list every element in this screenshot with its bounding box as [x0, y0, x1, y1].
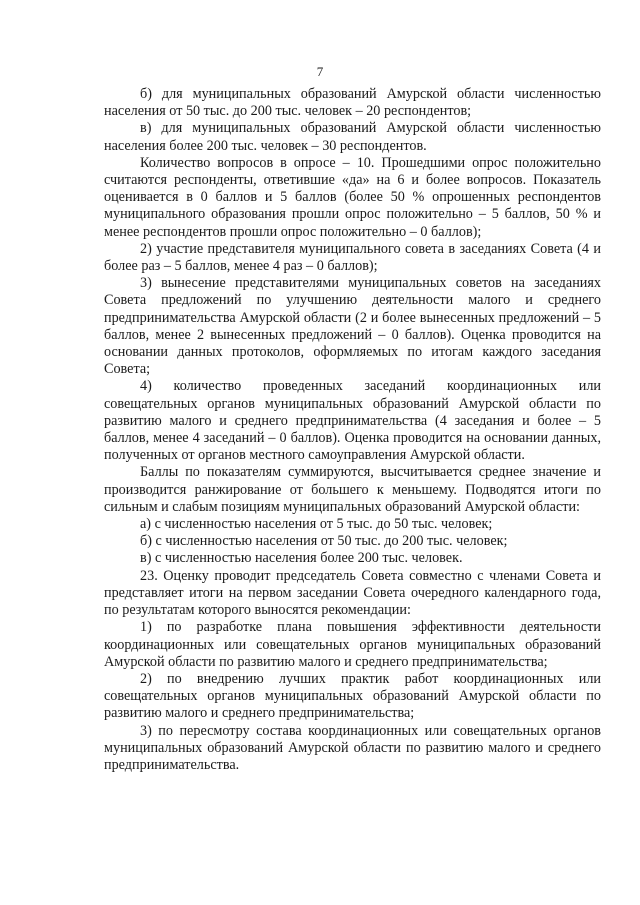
- list-item-a: а) с численностью населения от 5 тыс. до 50 тыс. человек;: [140, 516, 493, 533]
- recommendation-1: 1) по разработке плана повышения эффективности деятельности координационных или совещательных органов муниципальных образований Амурской области по развитию малого и среднего предпринимательства;: [104, 619, 601, 670]
- recommendation-3: 3) по пересмотру состава координационных или совещательных органов муниципальных образований Амурской области по развитию малого и среднего предпринимательства.: [104, 722, 601, 773]
- paragraph-item-3: 3) вынесение представителями муниципальных советов на заседаниях Совета предложений по улучшению деятельности малого и среднего предпринимательства Амурской области (2 и более вынесенных предложений – 5 баллов, менее 2 вынесенных предложений – 0 баллов). Оценка проводится на основании данных протоколов, оформляемых по итогам каждого заседания Совета;: [104, 275, 601, 378]
- paragraph-item-4: 4) количество проведенных заседаний координационных или совещательных органов муниципальных образований Амурской области по развитию малого и среднего предпринимательства (4 заседания и более – 5 баллов, менее 4 заседаний – 0 баллов). Оценка проводится на основании данных, полученных от органов местного самоуправления Амурской области.: [104, 378, 601, 464]
- recommendation-2: 2) по внедрению лучших практик работ координационных или совещательных органов муниципальных образований Амурской области по развитию малого и среднего предпринимательства;: [104, 670, 601, 722]
- paragraph-survey-questions: Количество вопросов в опросе – 10. Прошедшими опрос положительно считаются респонденты, ответившие «да» на 6 и более вопросов. Показатель оценивается в 0 баллов и 5 баллов (более 50 % опрошенных респондентов муниципального образования прошли опрос положительно – 5 баллов, 50 % и менее респондентов прошли опрос положительно – 0 баллов);: [104, 154, 601, 240]
- paragraph-item-23: 23. Оценку проводит председатель Совета совместно с членами Совета и представляет итоги на первом заседании Совета очередного календарного года, по результатам которого выносятся рекомендации:: [104, 567, 601, 619]
- document-body: [104, 86, 601, 774]
- page-number: 7: [316, 64, 324, 79]
- paragraph-item-2: 2) участие представителя муниципального совета в заседаниях Совета (4 и более раз – 5 баллов, менее 4 раз – 0 баллов);: [104, 240, 601, 275]
- paragraph-scores-summary: Баллы по показателям суммируются, высчитывается среднее значение и производится ранжирование от большего к меньшему. Подводятся итоги по сильным и слабым позициям муниципальных образований Амурской области:: [104, 464, 601, 515]
- list-item-v: в) с численностью населения более 200 тыс. человек.: [140, 550, 463, 567]
- list-item-b: б) с численностью населения от 50 тыс. до 200 тыс. человек;: [140, 533, 508, 550]
- paragraph-b-50-200: б) для муниципальных образований Амурской области численностью населения от 50 тыс. до 200 тыс. человек – 20 респондентов;: [104, 86, 601, 120]
- paragraph-v-over-200: в) для муниципальных образований Амурской области численностью населения более 200 тыс. человек – 30 респондентов.: [104, 120, 601, 154]
